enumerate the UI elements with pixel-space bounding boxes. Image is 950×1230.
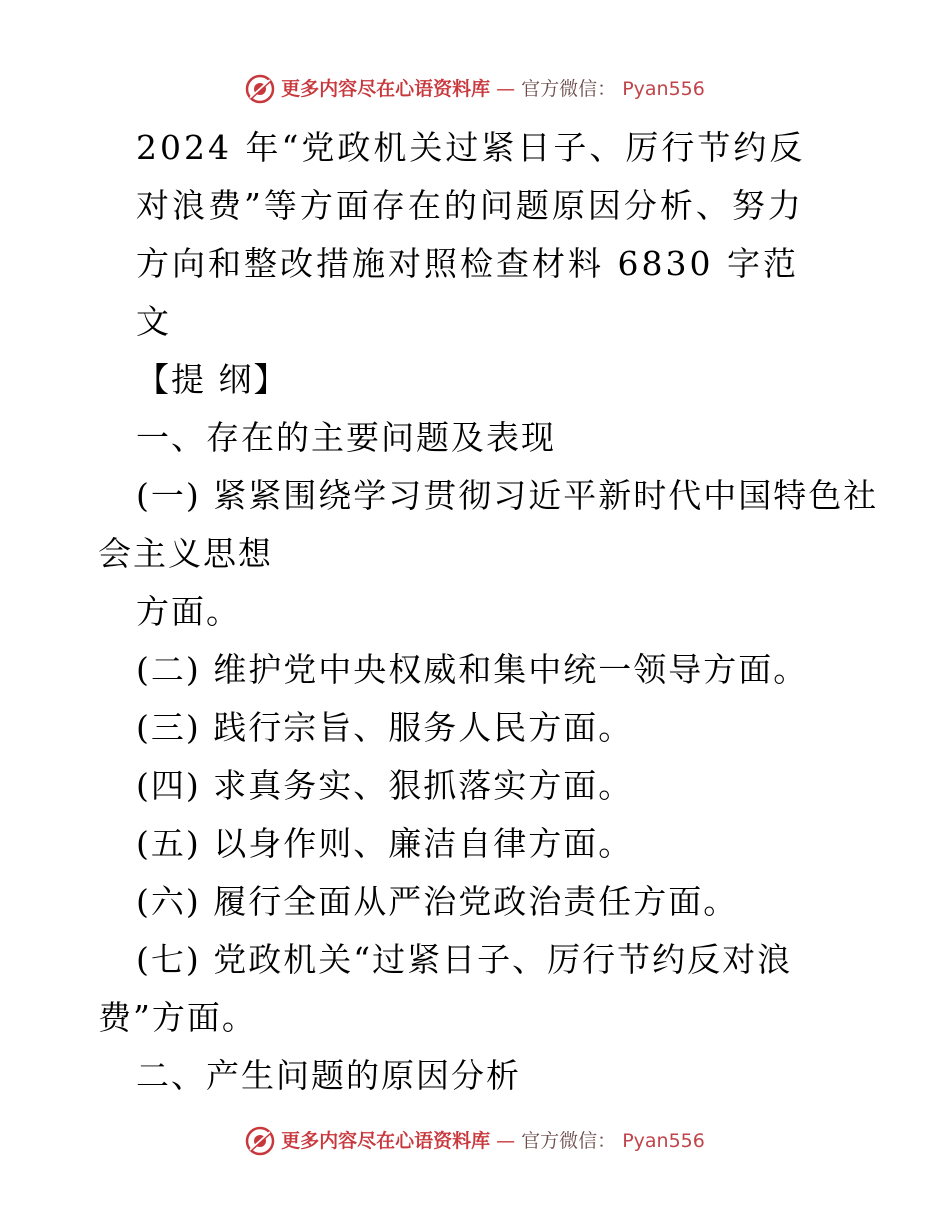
- outline-item-1-line-3: 方面。: [136, 592, 241, 631]
- watermark-main-text: 更多内容尽在心语资料库: [281, 78, 491, 100]
- watermark-logo-icon: [245, 1126, 275, 1156]
- watermark-label: 官方微信：: [521, 1130, 617, 1152]
- outline-item-4: (四) 求真务实、狠抓落实方面。: [136, 766, 634, 805]
- outline-item-1-line-1: (一) 紧紧围绕学习贯彻习近平新时代中国特色社: [136, 476, 879, 515]
- title-line-4: 文: [136, 302, 172, 341]
- watermark-dash: —: [496, 78, 516, 100]
- section-1-heading: 一、存在的主要问题及表现: [136, 418, 556, 457]
- watermark-id: Pyan556: [622, 78, 705, 100]
- title-line-1: 2024 年“党政机关过紧日子、厉行节约反: [136, 128, 806, 167]
- watermark-id: Pyan556: [622, 1130, 705, 1152]
- title-line-2: 对浪费”等方面存在的问题原因分析、努力: [136, 186, 804, 225]
- outline-heading: 【提 纲】: [136, 360, 289, 399]
- outline-item-6: (六) 履行全面从严治党政治责任方面。: [136, 882, 739, 921]
- outline-item-3: (三) 践行宗旨、服务人民方面。: [136, 708, 634, 747]
- watermark-main-text: 更多内容尽在心语资料库: [281, 1130, 491, 1152]
- footer-watermark: [0, 1126, 950, 1156]
- watermark-logo-icon: [245, 74, 275, 104]
- outline-item-7-line-2: 费”方面。: [98, 998, 257, 1037]
- watermark-dash: —: [496, 1130, 516, 1152]
- section-2-heading: 二、产生问题的原因分析: [136, 1056, 521, 1095]
- watermark-label: 官方微信：: [521, 78, 617, 100]
- header-watermark: [0, 74, 950, 104]
- outline-item-2: (二) 维护党中央权威和集中统一领导方面。: [136, 650, 809, 689]
- outline-item-1-line-2: 会主义思想: [98, 534, 273, 573]
- outline-item-7-line-1: (七) 党政机关“过紧日子、厉行节约反对浪: [136, 940, 793, 979]
- outline-item-5: (五) 以身作则、廉洁自律方面。: [136, 824, 634, 863]
- title-line-3: 方向和整改措施对照检查材料 6830 字范: [136, 244, 799, 283]
